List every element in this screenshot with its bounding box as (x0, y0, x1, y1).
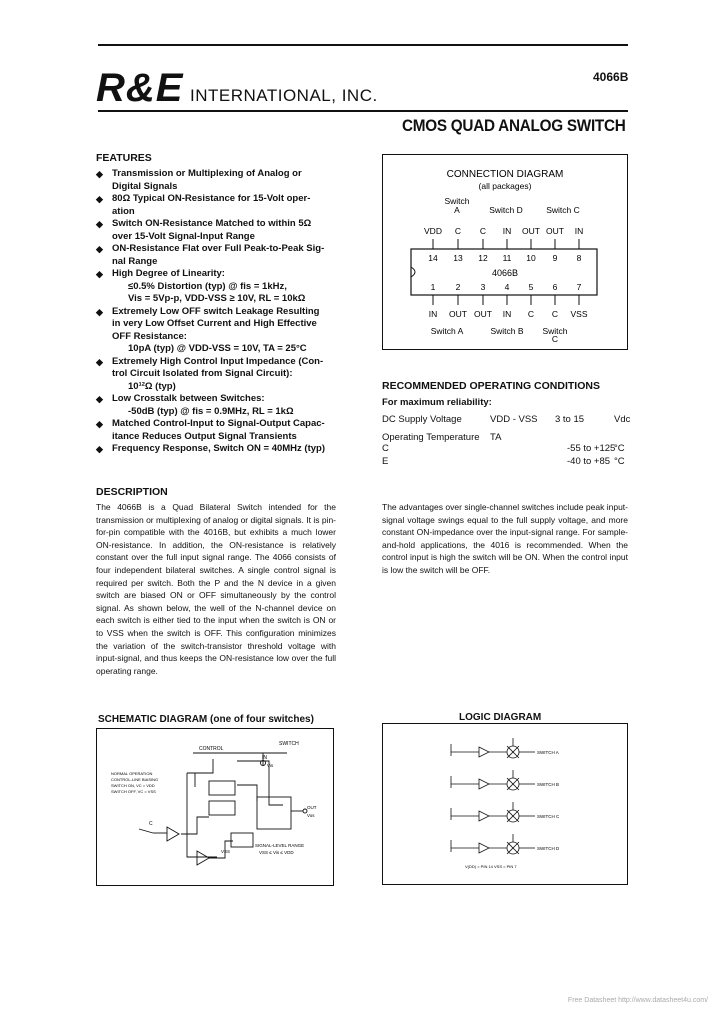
logic-switch-label: SWITCH D (537, 846, 560, 851)
logic-heading: LOGIC DIAGRAM (459, 712, 542, 723)
schematic-diagram (97, 729, 332, 884)
page-title: CMOS QUAD ANALOG SWITCH (402, 116, 626, 135)
schematic-label: C (149, 821, 153, 827)
pin-number: 12 (478, 253, 488, 263)
top-pin-label: OUT (522, 226, 540, 236)
bottom-pin-label: OUT (449, 309, 467, 319)
chip-label: 4066B (491, 268, 519, 278)
feature-line: itance Reduces Output Signal Transients (112, 430, 297, 442)
schematic-label: CONTROL (199, 746, 224, 752)
operating-cell-unit: Vdc (614, 414, 631, 425)
feature-line: Low Crosstalk between Switches: (112, 393, 265, 404)
top-pin-label: C (454, 226, 462, 236)
group-label: Switch C (546, 205, 580, 215)
feature-line: Digital Signals (112, 180, 178, 192)
group-label: Switch B (490, 326, 524, 336)
bottom-pin-label: OUT (474, 309, 492, 319)
group-label: Switch (444, 196, 470, 206)
header-rule (98, 110, 628, 112)
bullet-icon: ◆ (96, 194, 103, 204)
schematic-label: OUT (307, 805, 317, 810)
footer-watermark: Free Datasheet http://www.datasheet4u.com/ (567, 997, 708, 1004)
logic-switch-row (451, 802, 535, 822)
description-right: The advantages over single-channel switches include peak input-signal voltage swings equal to the full supply voltage, and more constant ON-impedance over the input-signal range. For sample-and-hold applications, the 4016 is recommended. When the control input is high the switch will be ON. When the control input is low the switch will be OFF. (382, 502, 628, 575)
feature-item (96, 356, 336, 394)
operating-cell-value: -40 to +85 (567, 456, 611, 467)
connection-diagram-box (382, 154, 628, 350)
feature-line: Extremely Low OFF switch Leakage Resulting (112, 305, 320, 317)
top-pin-label: OUT (546, 226, 564, 236)
schematic-box (96, 728, 334, 886)
operating-cell-value: 3 to 15 (555, 414, 585, 425)
feature-item (96, 306, 336, 356)
schematic-label: VSS (221, 849, 231, 854)
feature-detail: ≤0.5% Distortion (typ) @ fis = 1kHz, (128, 280, 287, 292)
feature-line: OFF Resistance: (112, 330, 187, 342)
feature-line: trol Circuit Isolated from Signal Circuit): (112, 368, 293, 379)
schematic-label: NORMAL OPERATION (111, 771, 153, 776)
part-number: 4066B (593, 70, 629, 84)
pin-number: 3 (480, 282, 486, 292)
feature-detail: 10¹²Ω (typ) (128, 380, 176, 392)
operating-cell-symbol: TA (490, 432, 502, 443)
feature-item (96, 268, 336, 306)
logic-switch-row (451, 834, 535, 854)
schematic-label: SWITCH OFF, VC = VSS (111, 789, 156, 794)
pin-number: 9 (552, 253, 558, 263)
features-heading: FEATURES (96, 152, 152, 164)
top-pin-labels (424, 226, 583, 236)
schematic-label: IN (262, 755, 267, 761)
chip-notch (411, 267, 415, 277)
schematic-label: SWITCH ON, VC = VDD (111, 783, 155, 788)
bottom-pin-label: VSS (570, 309, 588, 319)
company-name: INTERNATIONAL, INC. (190, 86, 378, 105)
pin-number: 14 (428, 253, 438, 263)
logic-switch-label: SWITCH B (537, 782, 559, 787)
schematic-label: SWITCH (279, 741, 299, 747)
bullet-icon: ◆ (96, 306, 103, 317)
pin-number: 1 (430, 282, 436, 292)
features-list (96, 168, 336, 456)
top-pin-label: C (479, 226, 487, 236)
bullet-icon: ◆ (96, 219, 103, 229)
connection-title: CONNECTION DIAGRAM (446, 169, 564, 180)
feature-item (96, 443, 336, 456)
feature-item (96, 393, 336, 418)
schematic-label: Vos (307, 813, 315, 818)
bullet-icon: ◆ (96, 419, 103, 429)
schematic-label: CONTROL-LINE BIASING (111, 777, 159, 782)
feature-detail: Vis = 5Vp-p, VDD-VSS ≥ 10V, RL = 10kΩ (128, 293, 306, 304)
operating-cell-unit: °C (614, 443, 625, 454)
pin-number: 13 (453, 253, 463, 263)
bottom-pin-label: C (527, 309, 535, 319)
pin-number: 7 (576, 282, 582, 292)
top-pin-label: IN (574, 226, 584, 236)
feature-line: High Degree of Linearity: (112, 268, 225, 279)
feature-detail: 10pA (typ) @ VDD-VSS = 10V, TA = 25°C (128, 343, 307, 354)
connection-diagram (383, 155, 626, 348)
feature-detail: -50dB (typ) @ fis = 0.9MHz, RL = 1kΩ (128, 405, 294, 417)
operating-cell-param: Operating Temperature (382, 432, 480, 443)
pin-number: 2 (455, 282, 461, 292)
feature-line: Transmission or Multiplexing of Analog or (112, 168, 302, 179)
schematic-label: SIGNAL-LEVEL RANGE (255, 843, 305, 848)
feature-line: over 15-Volt Signal-Input Range (112, 230, 255, 242)
operating-cell-unit: °C (614, 456, 625, 467)
bullet-icon: ◆ (96, 444, 103, 454)
operating-conditions-heading: RECOMMENDED OPERATING CONDITIONS (382, 380, 600, 392)
operating-conditions-subheading: For maximum reliability: (382, 397, 492, 408)
top-rule (98, 44, 628, 46)
feature-line: ON-Resistance Flat over Full Peak-to-Peak Sig- (112, 243, 325, 254)
bottom-pin-labels (429, 309, 588, 319)
connection-subtitle: (all packages) (478, 181, 532, 191)
operating-cell-param: C (382, 443, 389, 454)
feature-item (96, 243, 336, 268)
feature-line: Frequency Response, Switch ON = 40MHz (typ) (112, 443, 326, 454)
logic-switch-label: SWITCH C (537, 814, 560, 819)
operating-cell-value: -55 to +125 (567, 443, 616, 454)
logic-switch-label: SWITCH A (537, 750, 559, 755)
company-logo: R&E (96, 66, 184, 110)
pin-number: 10 (526, 253, 536, 263)
feature-item (96, 418, 336, 443)
group-label: C (551, 334, 559, 344)
logic-note: V(DD) = PIN 14 VSS = PIN 7 (465, 864, 517, 869)
feature-line: Switch ON-Resistance Matched to within 5Ω (112, 218, 312, 229)
schematic-heading: SCHEMATIC DIAGRAM (one of four switches) (98, 714, 314, 725)
pin-number: 5 (528, 282, 534, 292)
group-label: Switch D (489, 205, 523, 215)
logic-diagram (383, 724, 626, 883)
bullet-icon: ◆ (96, 169, 103, 179)
feature-line: Extremely High Control Input Impedance (Con- (112, 355, 324, 367)
bottom-pin-label: IN (428, 309, 438, 319)
feature-line: in very Low Offset Current and High Effective (112, 318, 317, 329)
logic-switch-row (451, 770, 535, 790)
pin-number: 11 (502, 253, 512, 263)
group-label: A (454, 205, 460, 215)
feature-line: Matched Control-Input to Signal-Output Capac- (112, 418, 325, 429)
feature-line: ation (112, 205, 135, 217)
feature-item (96, 168, 336, 193)
schematic-label: Vis (267, 763, 274, 768)
logic-box (382, 723, 628, 885)
description-left: The 4066B is a Quad Bilateral Switch intended for the transmission or multiplexing of analog or digital signals. It is pin-for-pin compatible with the 4016B, but exhibits a much lower ON-resistance. In addition, the ON-resistance is relatively constant over the full input signal range. The 4066 consists of four independent bilateral switches. A single control signal is required per switch. Both the P and the N device in a given switch are biased ON or OFF simultaneously by the control signal. As shown below, the well of the N-channel device on each switch is either tied to the input when the switch is ON or to VSS when the switch is OFF. This configuration minimizes the variation of the switch-transistor threshold voltage with input-signal, and thus keeps the ON-resistance low over the full operating range. (96, 502, 337, 676)
feature-line: nal Range (112, 255, 158, 267)
description-heading: DESCRIPTION (96, 486, 168, 498)
pin-number: 6 (552, 282, 558, 292)
group-label: Switch A (430, 326, 464, 336)
operating-cell-symbol: VDD - VSS (490, 414, 538, 425)
logic-switch-row (451, 738, 535, 758)
pin-number: 8 (576, 253, 582, 263)
feature-line: 80Ω Typical ON-Resistance for 15-Volt oper- (112, 193, 311, 204)
bottom-pin-label: IN (502, 309, 512, 319)
bullet-icon: ◆ (96, 269, 103, 279)
bullet-icon: ◆ (96, 244, 103, 254)
schematic-label: VSS ≤ Vis ≤ VDD (259, 850, 294, 855)
group-label: Switch (542, 326, 568, 336)
feature-item (96, 218, 336, 243)
top-pin-label: IN (502, 226, 512, 236)
operating-cell-param: E (382, 456, 389, 467)
bottom-pin-label: C (551, 309, 559, 319)
top-pins (428, 239, 581, 263)
bullet-icon: ◆ (96, 356, 103, 367)
top-pin-label: VDD (424, 226, 442, 236)
bullet-icon: ◆ (96, 394, 103, 404)
pin-number: 4 (504, 282, 510, 292)
bottom-pins (431, 282, 582, 305)
operating-cell-param: DC Supply Voltage (382, 414, 462, 425)
feature-item (96, 193, 336, 218)
